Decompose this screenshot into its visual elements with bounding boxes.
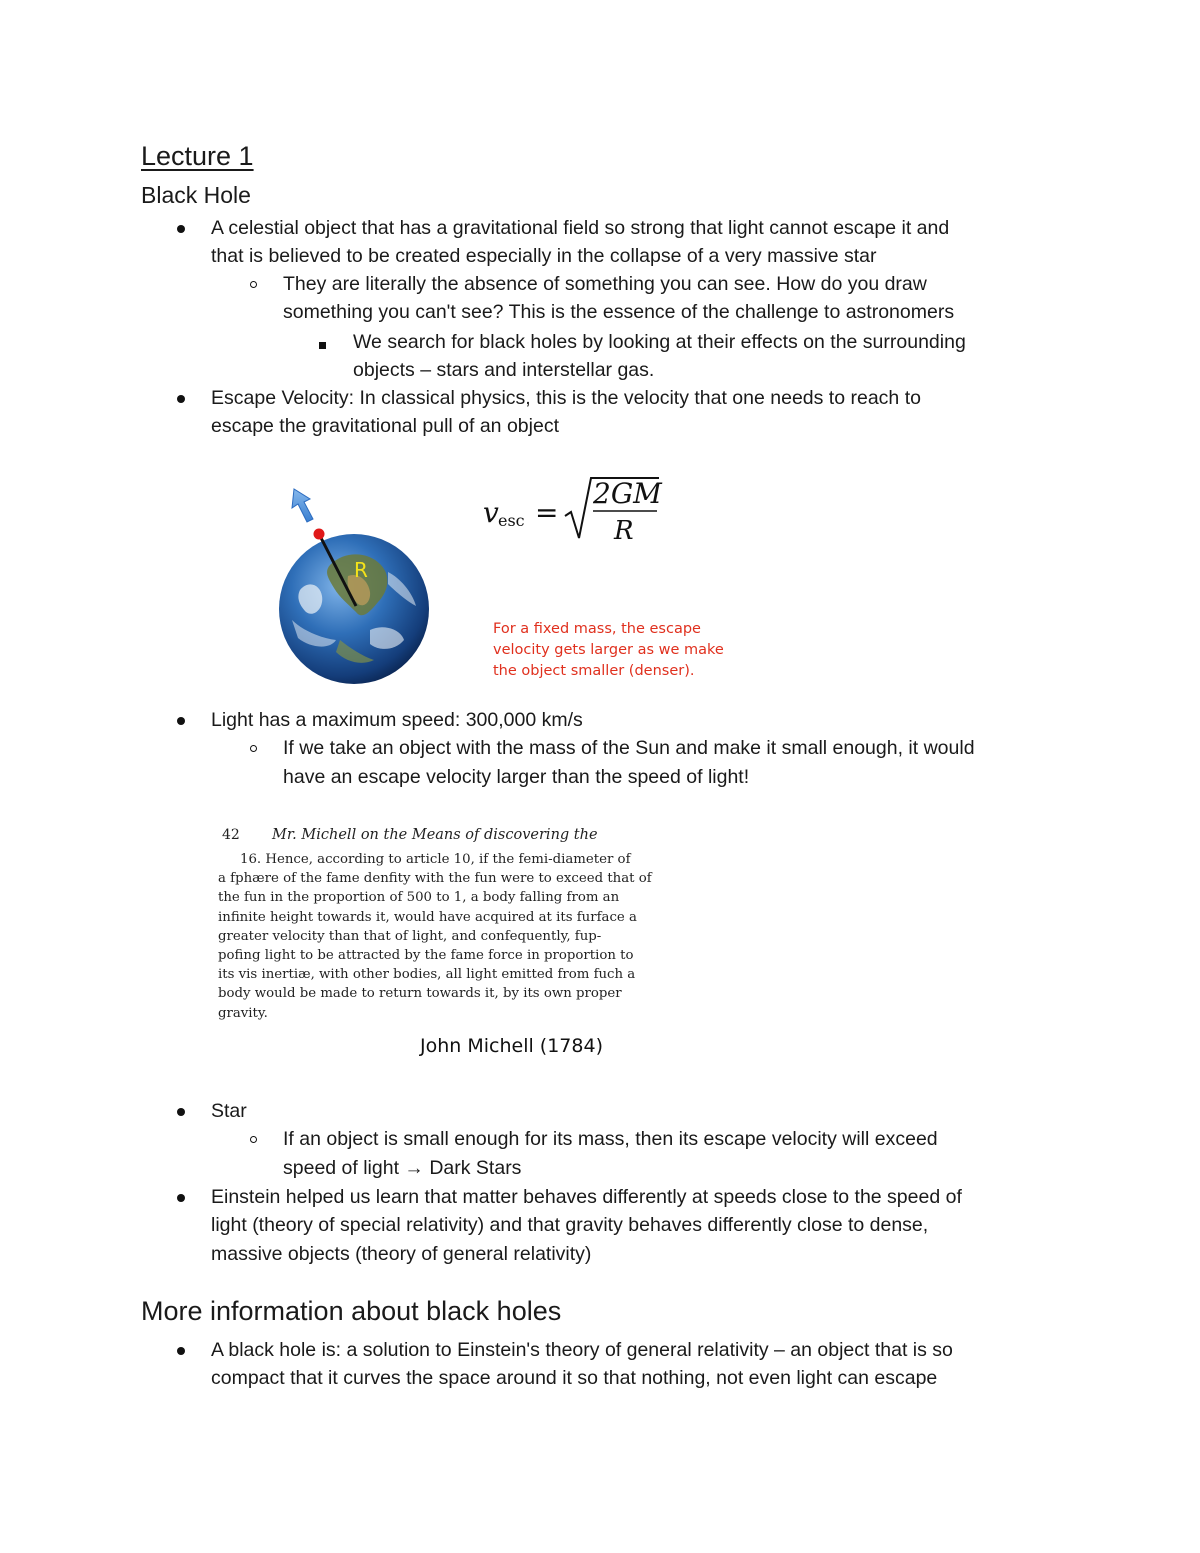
- list-item-text: have an escape velocity larger than the speed of light!: [283, 766, 750, 788]
- section-heading-more-info: More information about black holes: [141, 1296, 562, 1326]
- note-line: the object smaller (denser).: [493, 663, 695, 679]
- note-line: For a fixed mass, the escape: [493, 621, 701, 637]
- bullet-dot-icon: [177, 225, 185, 233]
- bullet-dot-icon: [177, 395, 185, 403]
- bullet-dot-icon: [177, 1108, 185, 1116]
- list-item-text: If we take an object with the mass of the Sun and make it small enough, it would: [283, 737, 975, 759]
- formula-denominator: R: [614, 516, 634, 546]
- excerpt-line: gravity.: [218, 1005, 268, 1021]
- earth-escape-figure: [270, 480, 440, 690]
- bullet-dot-icon: [177, 1194, 185, 1202]
- section-heading-black-hole: Black Hole: [141, 182, 251, 208]
- excerpt-line: 16. Hence, according to article 10, if the femi-diameter of: [240, 852, 631, 867]
- earth-globe-icon: [270, 480, 440, 690]
- bullet-dot-icon: [177, 1347, 185, 1355]
- list-item-text: objects – stars and interstellar gas.: [353, 359, 655, 381]
- list-item-text: A celestial object that has a gravitational field so strong that light cannot escape it and: [211, 217, 950, 239]
- bullet-square-icon: [319, 342, 326, 349]
- list-item-text: massive objects (theory of general relativity): [211, 1243, 592, 1265]
- excerpt-line: a fphære of the fame denfity with the fun were to exceed that of: [218, 871, 652, 887]
- list-item-text: Light has a maximum speed: 300,000 km/s: [211, 709, 583, 731]
- formula-lhs-subscript: esc: [498, 511, 525, 530]
- michell-excerpt: [214, 826, 652, 1026]
- list-item-text: They are literally the absence of something you can see. How do you draw: [283, 273, 927, 295]
- list-item-text: Einstein helped us learn that matter behaves differently at speeds close to the speed of: [211, 1186, 962, 1208]
- bullet-circle-icon: [250, 745, 257, 752]
- excerpt-body: [218, 850, 652, 1023]
- bullet-dot-icon: [177, 717, 185, 725]
- bullet-circle-icon: [250, 281, 257, 288]
- formula-numerator: 2GM: [593, 477, 662, 510]
- excerpt-line: greater velocity than that of light, and confequently, fup-: [218, 928, 602, 944]
- list-item-text: We search for black holes by looking at their effects on the surrounding: [353, 331, 966, 353]
- list-item-text: A black hole is: a solution to Einstein's theory of general relativity – an object that is so: [211, 1339, 953, 1361]
- page-number: 42: [222, 827, 240, 843]
- excerpt-caption: John Michell (1784): [420, 1035, 603, 1057]
- bullet-circle-icon: [250, 1136, 257, 1143]
- list-item-text: Escape Velocity: In classical physics, this is the velocity that one needs to reach to: [211, 387, 921, 409]
- list-item-text: If an object is small enough for its mass, then its escape velocity will exceed: [283, 1128, 938, 1150]
- excerpt-line: its vis inertiæ, with other bodies, all light emitted from fuch a: [218, 967, 636, 983]
- escape-velocity-formula: [483, 474, 683, 550]
- list-item-text: that is believed to be created especially in the collapse of a very massive star: [211, 245, 877, 267]
- excerpt-header: Mr. Michell on the Means of discovering the: [272, 827, 598, 843]
- list-item-text: compact that it curves the space around it so that nothing, not even light can escape: [211, 1367, 938, 1389]
- note-line: velocity gets larger as we make: [493, 642, 724, 658]
- formula-lhs-symbol: v: [483, 496, 499, 529]
- excerpt-line: body would be made to return towards it, by its own proper: [218, 986, 622, 1002]
- list-item-text: something you can't see? This is the essence of the challenge to astronomers: [283, 301, 955, 323]
- escape-note: [493, 619, 724, 682]
- excerpt-line: the fun in the proportion of 500 to 1, a body falling from an: [218, 890, 620, 906]
- excerpt-line: pofing light to be attracted by the fame force in proportion to: [218, 948, 634, 964]
- excerpt-line: infinite height towards it, would have acquired at its furface a: [218, 909, 637, 925]
- list-item-text: speed of light → Dark Stars: [283, 1157, 522, 1179]
- formula-equals: =: [535, 496, 559, 529]
- list-item-text: light (theory of special relativity) and that gravity behaves differently close to dense,: [211, 1214, 929, 1236]
- list-item-text: escape the gravitational pull of an object: [211, 415, 559, 437]
- radius-label: R: [354, 558, 368, 582]
- list-item-text: Star: [211, 1100, 247, 1122]
- lecture-title: Lecture 1: [141, 141, 254, 171]
